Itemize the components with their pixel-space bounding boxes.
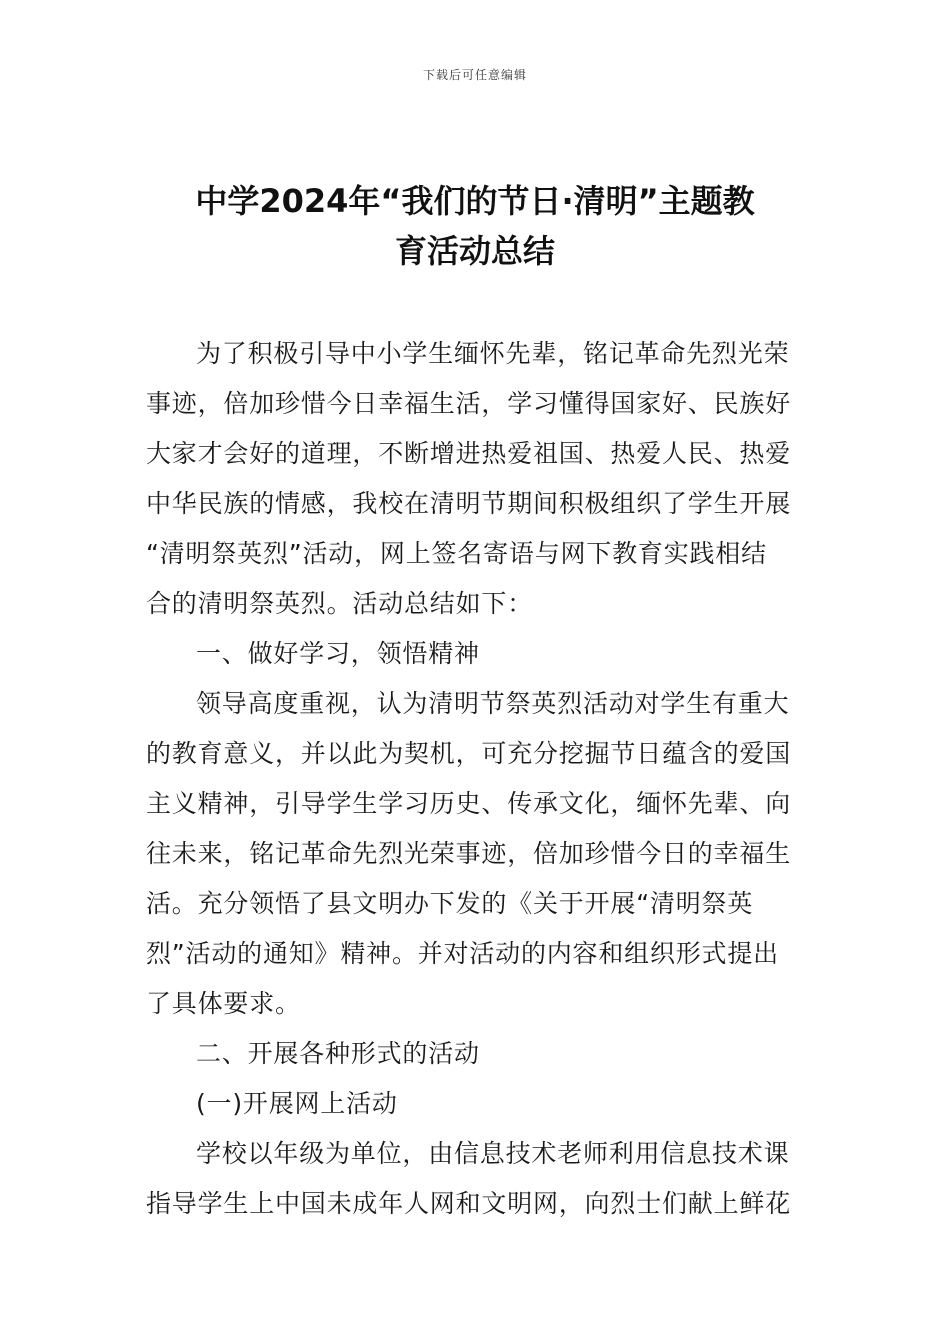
body-text-line: 合的清明祭英烈。活动总结如下： [146,589,534,618]
page-header-note: 下载后可任意编辑 [422,68,527,82]
title-line: 中学2024年“我们的节日·清明”主题教 [195,182,755,220]
body-text-line: 学校以年级为单位，由信息技术老师利用信息技术课 [196,1139,790,1168]
body-text-line: 领导高度重视，认为清明节祭英烈活动对学生有重大 [196,689,790,718]
body-text-line: 了具体要求。 [146,989,301,1018]
body-text-line: 的教育意义，并以此为契机，可充分挖掘节日蕴含的爱国 [146,739,792,768]
body-text-line: 二、开展各种形式的活动 [196,1039,480,1068]
body-text-line: 指导学生上中国未成年人网和文明网，向烈士们献上鲜花 [146,1189,792,1218]
body-text-line: 大家才会好的道理，不断增进热爱祖国、热爱人民、热爱 [146,439,792,468]
body-text-line: 往未来，铭记革命先烈光荣事迹，倍加珍惜今日的幸福生 [146,839,792,868]
body-text-line: 为了积极引导中小学生缅怀先辈，铭记革命先烈光荣 [196,339,790,368]
body-text-line: 中华民族的情感，我校在清明节期间积极组织了学生开展 [146,489,792,518]
body-text-line: 一、做好学习，领悟精神 [196,639,480,668]
body-text-line: 事迹，倍加珍惜今日幸福生活，学习懂得国家好、民族好 [146,389,792,418]
title-line: 育活动总结 [394,232,555,270]
body-text-line: 主义精神，引导学生学习历史、传承文化，缅怀先辈、向 [146,789,792,818]
document-title [120,176,830,276]
document-body [146,329,806,1229]
body-text-line: 烈”活动的通知》精神。并对活动的内容和组织形式提出 [146,939,779,968]
body-text-line: “清明祭英烈”活动，网上签名寄语与网下教育实践相结 [146,539,767,568]
body-text-line: (一)开展网上活动 [196,1089,398,1118]
body-text-line: 活。充分领悟了县文明办下发的《关于开展“清明祭英 [146,889,754,918]
